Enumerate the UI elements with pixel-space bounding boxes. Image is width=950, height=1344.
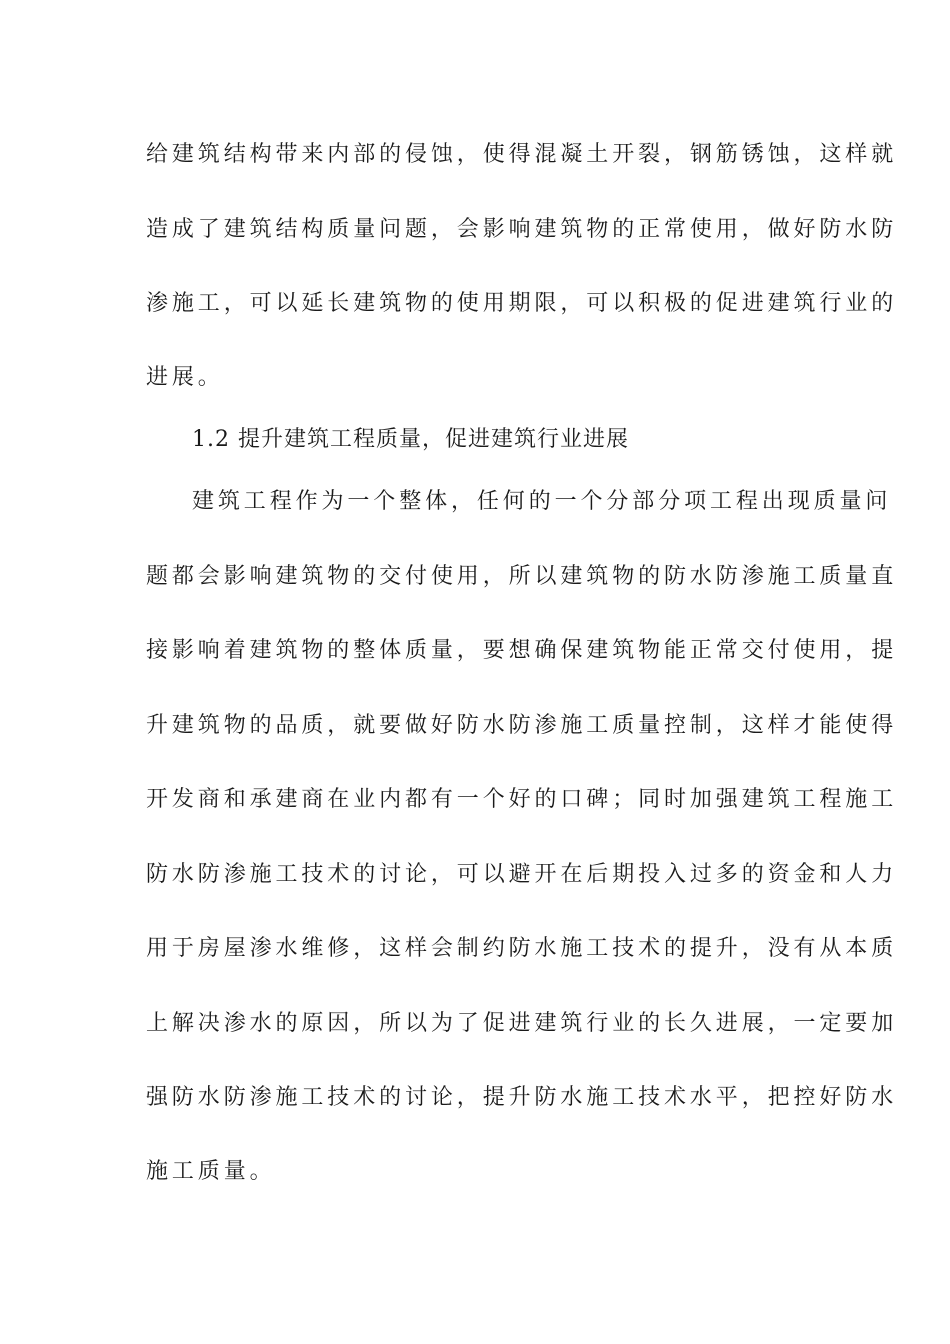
text-line: 上解决渗水的原因，所以为了促进建筑行业的长久进展，一定要加 <box>146 1011 898 1036</box>
text-line: 接影响着建筑物的整体质量，要想确保建筑物能正常交付使用，提 <box>146 638 898 663</box>
text-line: 升建筑物的品质，就要做好防水防渗施工质量控制，这样才能使得 <box>146 713 898 738</box>
text-line: 防水防渗施工技术的讨论，可以避开在后期投入过多的资金和人力 <box>146 862 898 887</box>
section-heading: 1.2 提升建筑工程质量，促进建筑行业进展 <box>192 427 629 452</box>
text-line: 渗施工，可以延长建筑物的使用期限，可以积极的促进建筑行业的 <box>146 291 898 316</box>
text-line: 用于房屋渗水维修，这样会制约防水施工技术的提升，没有从本质 <box>146 936 898 961</box>
text-line: 建筑工程作为一个整体，任何的一个分部分项工程出现质量问 <box>192 489 892 514</box>
text-line: 给建筑结构带来内部的侵蚀，使得混凝土开裂，钢筋锈蚀，这样就 <box>146 142 898 167</box>
text-line: 进展。 <box>146 365 224 390</box>
text-line: 强防水防渗施工技术的讨论，提升防水施工技术水平，把控好防水 <box>146 1085 898 1110</box>
text-line: 造成了建筑结构质量问题，会影响建筑物的正常使用，做好防水防 <box>146 217 898 242</box>
text-line: 施工质量。 <box>146 1159 276 1184</box>
text-line: 开发商和承建商在业内都有一个好的口碑；同时加强建筑工程施工 <box>146 787 898 812</box>
text-line: 题都会影响建筑物的交付使用，所以建筑物的防水防渗施工质量直 <box>146 564 898 589</box>
